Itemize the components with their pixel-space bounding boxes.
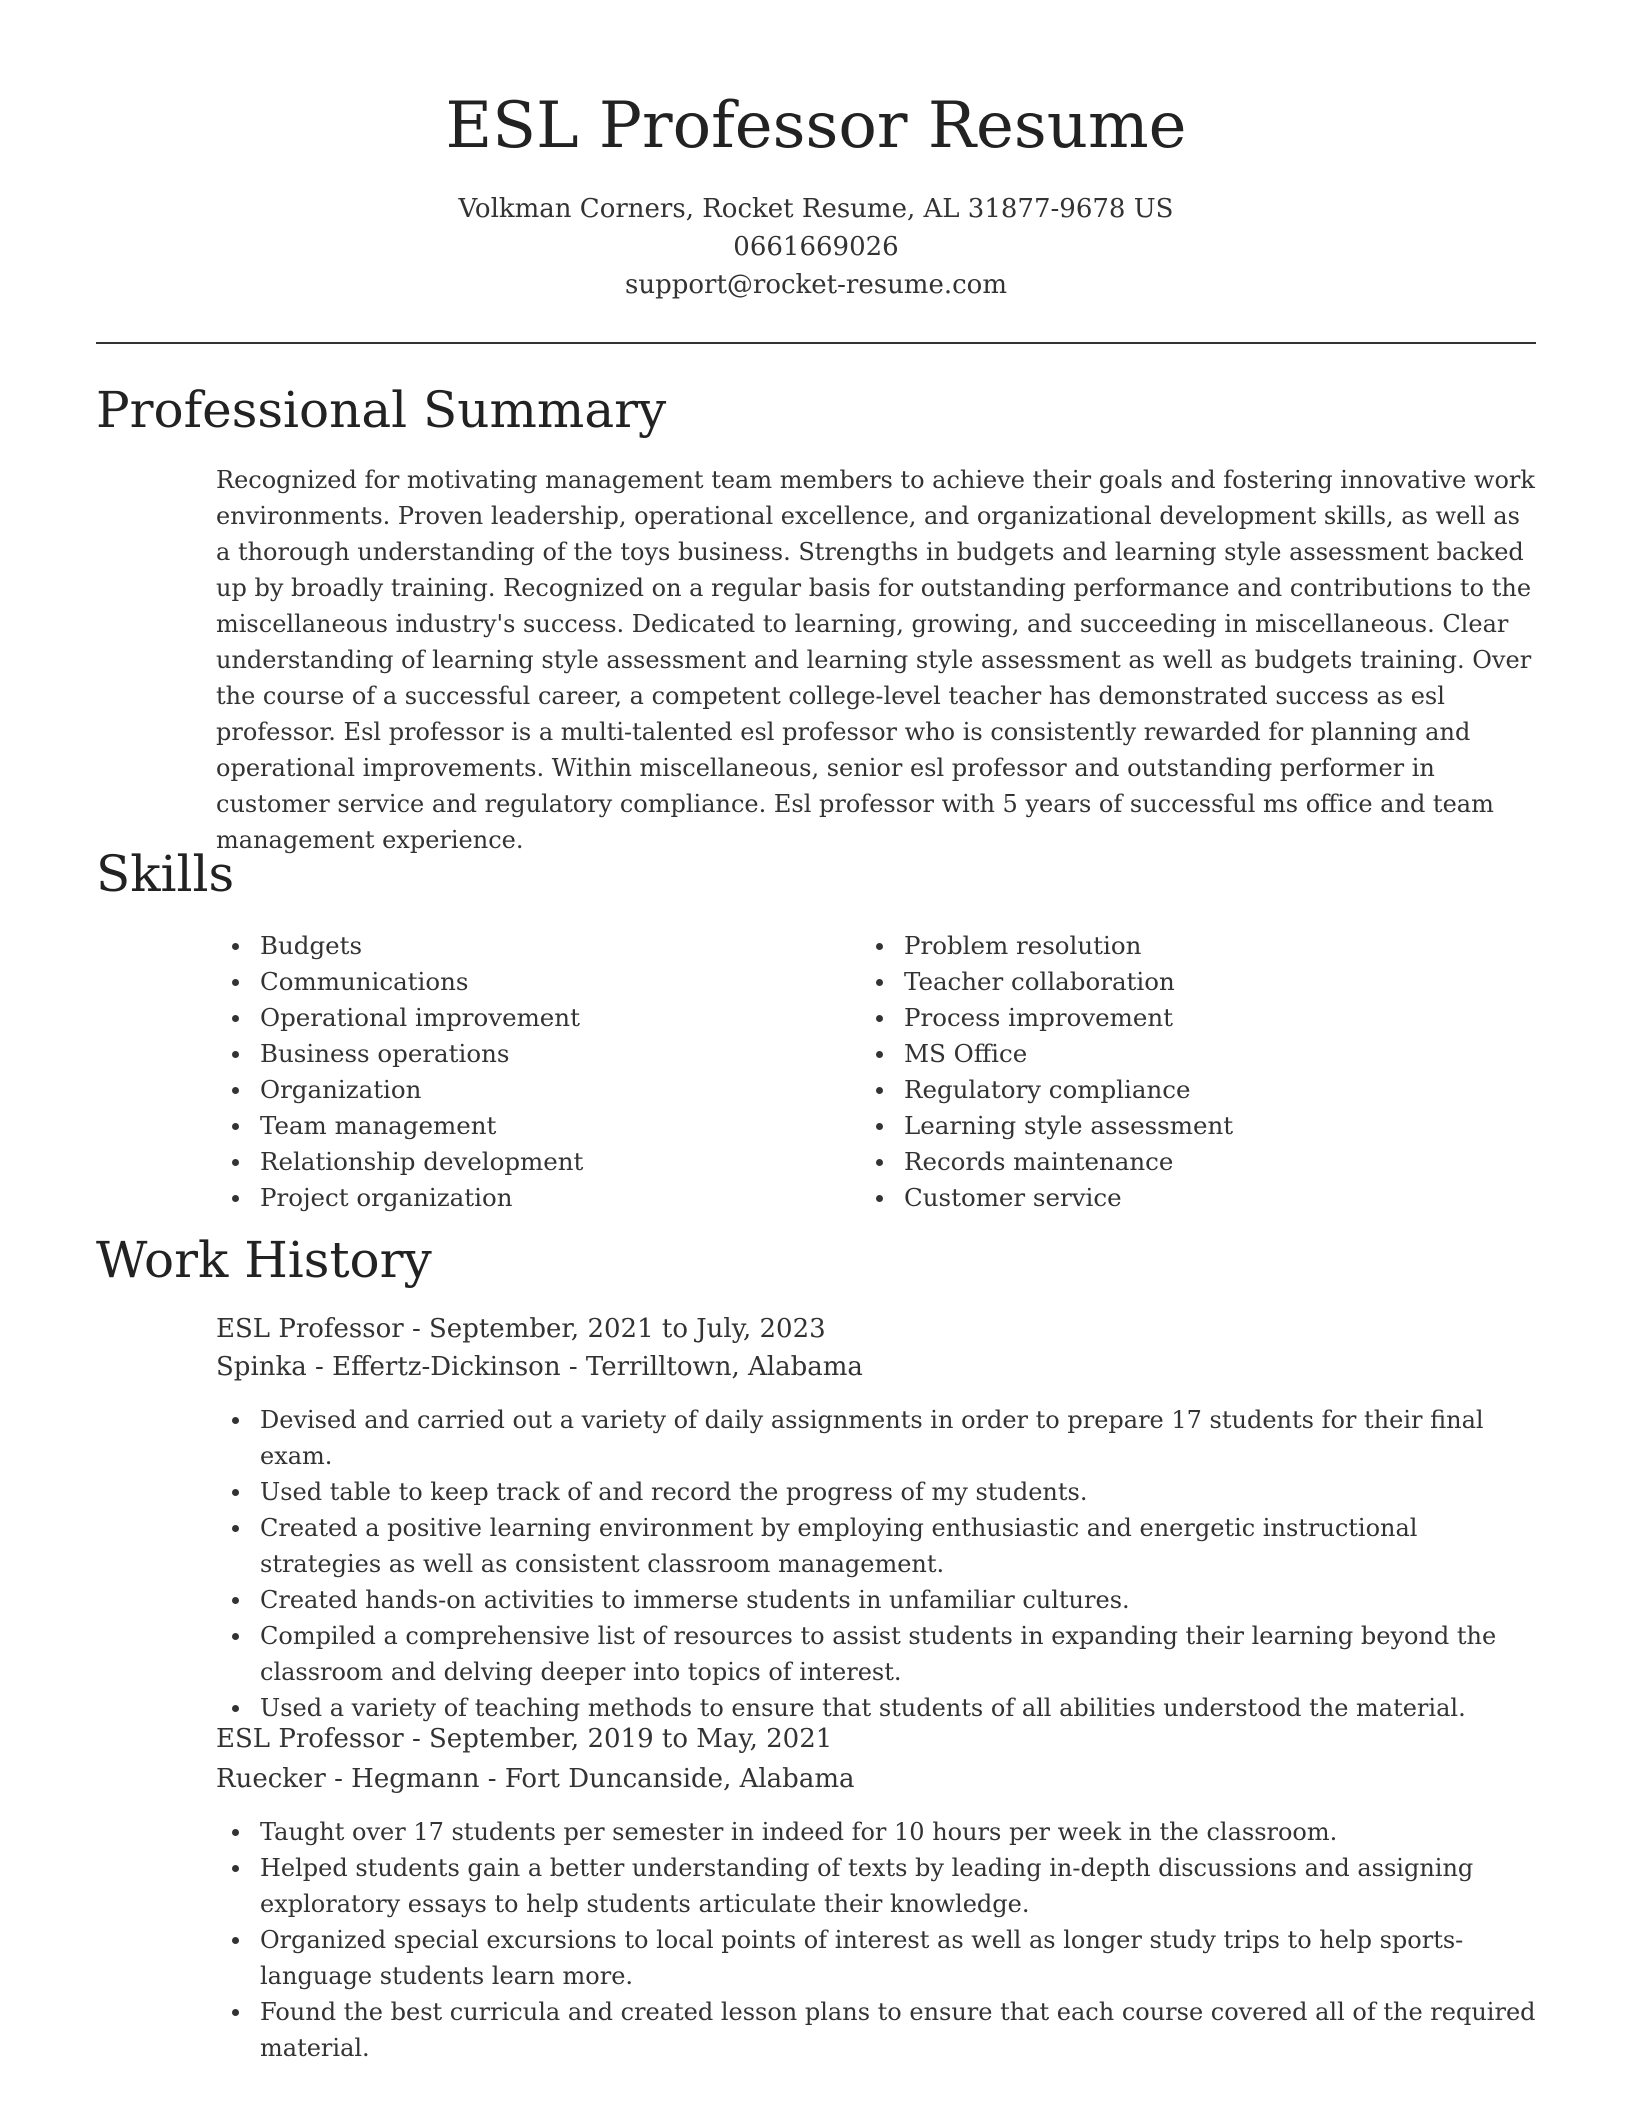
job-bullets <box>216 1402 1546 1726</box>
skill-item: Records maintenance <box>860 1144 1233 1180</box>
skill-item: Process improvement <box>860 1000 1233 1036</box>
skill-item: Team management <box>216 1108 583 1144</box>
job-bullet: Compiled a comprehensive list of resources to assist students in expanding their learning beyond the classroom and delving deeper into topics of interest. <box>216 1618 1546 1690</box>
header-divider <box>96 342 1536 344</box>
skills-list-left <box>216 928 583 1216</box>
job-title-line: ESL Professor - September, 2019 to May, 2021 <box>216 1724 833 1754</box>
skill-item: Problem resolution <box>860 928 1233 964</box>
work-history-heading: Work History <box>96 1231 432 1289</box>
skill-item: Budgets <box>216 928 583 964</box>
job-bullet: Used table to keep track of and record the progress of my students. <box>216 1474 1546 1510</box>
job-bullet: Used a variety of teaching methods to ensure that students of all abilities understood the material. <box>216 1690 1546 1726</box>
skill-item: Project organization <box>216 1180 583 1216</box>
job-bullet: Devised and carried out a variety of daily assignments in order to prepare 17 students for their final exam. <box>216 1402 1546 1474</box>
job-bullet: Taught over 17 students per semester in indeed for 10 hours per week in the classroom. <box>216 1814 1546 1850</box>
skill-item: Organization <box>216 1072 583 1108</box>
skill-item: Business operations <box>216 1036 583 1072</box>
contact-phone: 0661669026 <box>733 232 899 262</box>
job-bullet: Created hands-on activities to immerse students in unfamiliar cultures. <box>216 1582 1546 1618</box>
job-bullet: Organized special excursions to local points of interest as well as longer study trips to help sports-language students learn more. <box>216 1922 1546 1994</box>
skill-item: Relationship development <box>216 1144 583 1180</box>
skill-item: Communications <box>216 964 583 1000</box>
summary-heading: Professional Summary <box>96 381 667 439</box>
job-company-line: Spinka - Effertz-Dickinson - Terrilltown, Alabama <box>216 1352 863 1382</box>
skills-list-right <box>860 928 1233 1216</box>
job-company-line: Ruecker - Hegmann - Fort Duncanside, Alabama <box>216 1764 855 1794</box>
job-bullet: Helped students gain a better understanding of texts by leading in-depth discussions and assigning exploratory essays to help students articulate their knowledge. <box>216 1850 1546 1922</box>
job-bullet: Created a positive learning environment by employing enthusiastic and energetic instructional strategies as well as consistent classroom management. <box>216 1510 1546 1582</box>
skill-item: Regulatory compliance <box>860 1072 1233 1108</box>
skill-item: MS Office <box>860 1036 1233 1072</box>
contact-block <box>0 190 1632 304</box>
job-bullets <box>216 1814 1546 2066</box>
skill-item: Customer service <box>860 1180 1233 1216</box>
skill-item: Learning style assessment <box>860 1108 1233 1144</box>
resume-title: ESL Professor Resume <box>445 89 1187 163</box>
skill-item: Operational improvement <box>216 1000 583 1036</box>
contact-email: support@rocket-resume.com <box>624 270 1007 300</box>
summary-text: Recognized for motivating management team members to achieve their goals and fostering innovative work environments. Proven leadership, operational excellence, and organizational development skills, as well as a thorough understanding of the toys business. Strengths in budgets and learning style assessment backed up by broadly training. Recognized on a regular basis for outstanding performance and contributions to the miscellaneous industry's success. Dedicated to learning, growing, and succeeding in miscellaneous. Clear understanding of learning style assessment and learning style assessment as well as budgets training. Over the course of a successful career, a competent college-level teacher has demonstrated success as esl professor. Esl professor is a multi-talented esl professor who is consistently rewarded for planning and operational improvements. Within miscellaneous, senior esl professor and outstanding performer in customer service and regulatory compliance. Esl professor with 5 years of successful ms office and team management experience. <box>216 466 1535 854</box>
skill-item: Teacher collaboration <box>860 964 1233 1000</box>
skills-heading: Skills <box>96 845 235 903</box>
contact-address: Volkman Corners, Rocket Resume, AL 31877-9678 US <box>458 194 1174 224</box>
job-bullet: Found the best curricula and created lesson plans to ensure that each course covered all of the required material. <box>216 1994 1546 2066</box>
job-title-line: ESL Professor - September, 2021 to July, 2023 <box>216 1314 826 1344</box>
